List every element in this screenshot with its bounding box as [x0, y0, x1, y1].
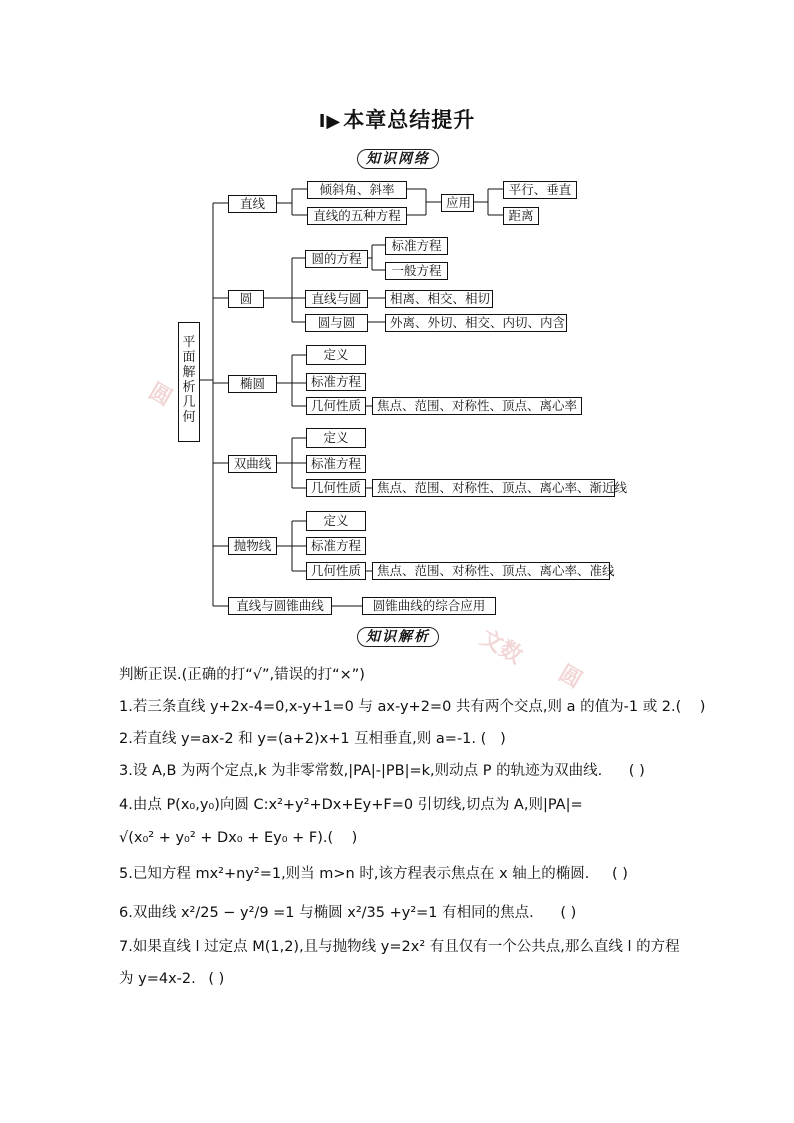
node-circle: 圆 [228, 290, 264, 308]
question-2-text: 2.若直线 y=ax-2 和 y=(a+2)x+1 互相垂直,则 a=-1. ( [119, 731, 487, 747]
instruction: 判断正误.(正确的打“√”,错误的打“×”) [119, 667, 365, 683]
question-4-formula: √(x₀² + y₀² + Dx₀ + Ey₀ + F).( [119, 830, 334, 846]
node-parabola-def: 定义 [306, 511, 366, 531]
node-circle-standard: 标准方程 [385, 237, 448, 255]
question-1-text: 1.若三条直线 y+2x-4=0,x-y+1=0 与 ax-y+2=0 共有两个交点,则 a 的值为-1 或 2.( [119, 699, 682, 715]
node-line-apply: 应用 [441, 194, 474, 212]
node-line-conic: 直线与圆锥曲线 [228, 597, 332, 615]
node-hyperbola: 双曲线 [228, 455, 277, 473]
node-line: 直线 [228, 195, 277, 213]
watermark-stamp: 圆 [144, 378, 176, 412]
node-ellipse-standard: 标准方程 [306, 373, 366, 391]
node-circle-line-relations: 相离、相交、相切 [385, 290, 493, 308]
question-5-text: 5.已知方程 mx²+ny²=1,则当 m>n 时,该方程表示焦点在 x 轴上的椭圆. [119, 866, 590, 882]
question-3-text: 3.设 A,B 为两个定点,k 为非零常数,|PA|-|PB|=k,则动点 P 的轨迹为双曲线. [119, 763, 603, 779]
paren-close: ) [699, 699, 706, 715]
question-4 [119, 795, 583, 815]
node-ellipse-props: 几何性质 [306, 397, 366, 415]
section-banner-network [354, 148, 442, 170]
node-circle-circle-and-circle: 圆与圆 [305, 314, 368, 332]
node-parabola: 抛物线 [228, 537, 277, 555]
node-hyperbola-standard: 标准方程 [306, 455, 366, 473]
node-line-five-forms: 直线的五种方程 [307, 207, 407, 225]
answer-blank[interactable] [681, 699, 699, 715]
node-line-conic-app: 圆锥曲线的综合应用 [362, 597, 496, 615]
question-7-text: 7.如果直线 l 过定点 M(1,2),且与抛物线 y=2x² 有且仅有一个公共点,那么直线 l 的方程 [119, 939, 680, 955]
watermark-stamp: 圆 [554, 660, 586, 694]
node-circle-line-and-circle: 直线与圆 [305, 290, 368, 308]
node-hyperbola-props-detail: 焦点、范围、对称性、顶点、离心率、渐近线 [372, 479, 615, 497]
question-5 [119, 864, 628, 884]
section-banner-analysis [354, 626, 442, 648]
watermark-stamp: 文数 [475, 625, 527, 670]
question-1 [119, 697, 705, 717]
node-ellipse-def: 定义 [306, 345, 366, 365]
tree-root: 平 面 解 析 几 何 [178, 322, 200, 442]
question-7-continued [119, 969, 224, 989]
answer-blank[interactable]: ( ) [560, 905, 577, 921]
answer-blank[interactable]: ( ) [208, 971, 225, 987]
question-3 [119, 761, 645, 781]
node-parabola-standard: 标准方程 [306, 537, 366, 555]
answer-blank[interactable] [333, 830, 351, 846]
node-circle-general: 一般方程 [385, 262, 448, 280]
answer-blank[interactable]: ( ) [612, 866, 628, 882]
node-parabola-props: 几何性质 [306, 562, 366, 580]
question-6-text: 6.双曲线 x²/25 − y²/9 =1 与椭圆 x²/35 +y²=1 有相同的焦点. [119, 905, 534, 921]
node-line-inclination: 倾斜角、斜率 [307, 181, 407, 199]
node-ellipse: 椭圆 [228, 375, 277, 393]
node-line-distance: 距离 [503, 207, 539, 225]
question-7 [119, 937, 680, 957]
section-label-network: 知识网络 [357, 149, 439, 169]
node-ellipse-props-detail: 焦点、范围、对称性、顶点、离心率 [372, 397, 582, 415]
title-marker: I▶ [318, 111, 342, 132]
node-hyperbola-def: 定义 [306, 428, 366, 448]
question-4-text: 4.由点 P(x₀,y₀)向圆 C:x²+y²+Dx+Ey+F=0 引切线,切点为 A,则|PA|= [119, 797, 583, 813]
answer-blank[interactable]: ( ) [628, 763, 645, 779]
node-parabola-props-detail: 焦点、范围、对称性、顶点、离心率、准线 [372, 562, 610, 580]
node-circle-circle-relations: 外离、外切、相交、内切、内含 [385, 314, 567, 332]
node-hyperbola-props: 几何性质 [306, 479, 366, 497]
paren-close: ) [500, 731, 506, 747]
question-6 [119, 903, 576, 923]
page-title [0, 104, 794, 134]
question-7-text-continued: 为 y=4x-2. [119, 971, 196, 987]
paren-close: ) [351, 830, 358, 846]
answer-blank[interactable] [486, 731, 500, 747]
node-circle-equation: 圆的方程 [305, 250, 368, 268]
question-2 [119, 729, 506, 749]
question-4-continued [119, 828, 357, 848]
section-label-analysis: 知识解析 [357, 627, 439, 647]
node-line-parallel: 平行、垂直 [503, 181, 577, 199]
title-text: 本章总结提升 [343, 108, 476, 132]
